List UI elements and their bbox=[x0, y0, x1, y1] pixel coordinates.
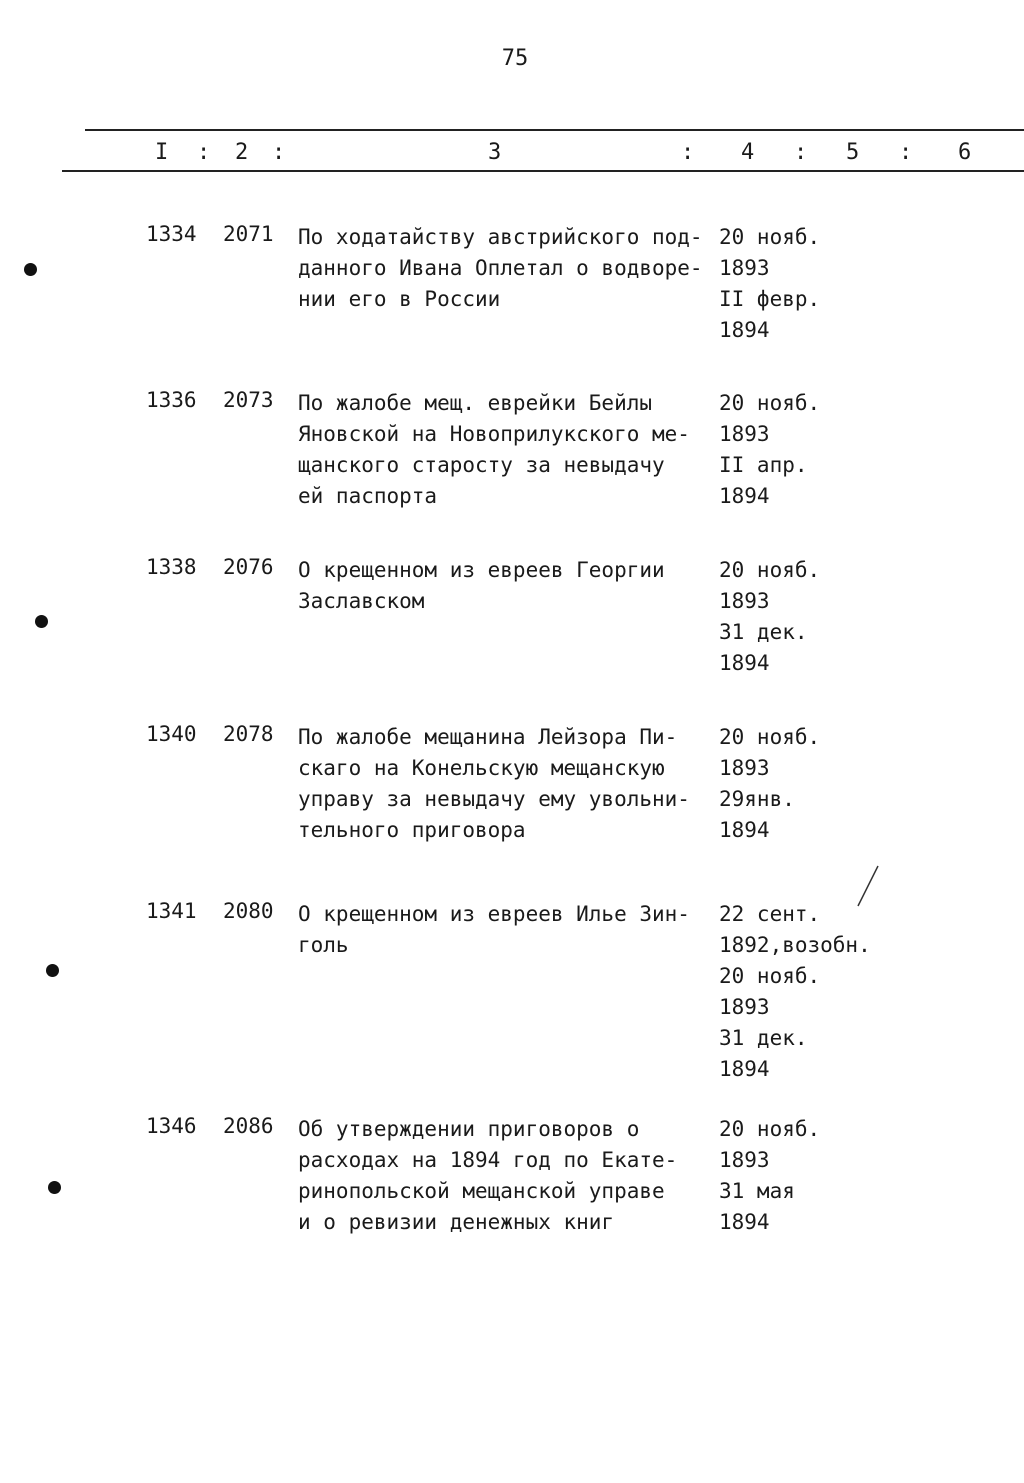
pen-mark bbox=[852, 862, 882, 912]
column-separator: : bbox=[794, 140, 808, 165]
column-header-3: 3 bbox=[488, 140, 502, 165]
description-line: О крещенном из евреев Илье Зин- bbox=[298, 902, 690, 926]
file-number: 2078 bbox=[223, 722, 274, 746]
date-line: II февр. bbox=[719, 287, 821, 311]
header-rule-top bbox=[85, 129, 1024, 131]
date-line: 1893 bbox=[719, 1148, 770, 1172]
date-line: 1894 bbox=[719, 484, 770, 508]
record-number: 1341 bbox=[146, 899, 197, 923]
description-line: управу за невыдачу ему увольни- bbox=[298, 787, 690, 811]
date-line: 20 нояб. bbox=[719, 964, 821, 988]
column-header-1: I bbox=[155, 140, 169, 165]
record-dates bbox=[719, 222, 820, 346]
description-line: данного Ивана Оплетал о водворе- bbox=[298, 256, 703, 280]
binding-hole bbox=[46, 964, 59, 977]
date-line: 31 дек. bbox=[719, 620, 808, 644]
description-line: голь bbox=[298, 933, 349, 957]
description-line: и о ревизии денежных книг bbox=[298, 1210, 615, 1234]
date-line: 1893 bbox=[719, 256, 770, 280]
description-line: Яновской на Новоприлукского ме- bbox=[298, 422, 690, 446]
date-line: 1892,возобн. bbox=[719, 933, 871, 957]
date-line: 1894 bbox=[719, 318, 770, 342]
header-rule-bottom bbox=[62, 170, 1024, 172]
column-separator: : bbox=[681, 140, 695, 165]
record-description bbox=[298, 899, 698, 961]
date-line: 20 нояб. bbox=[719, 391, 821, 415]
date-line: 22 сент. bbox=[719, 902, 821, 926]
binding-hole bbox=[24, 263, 37, 276]
date-line: 1894 bbox=[719, 1210, 770, 1234]
date-line: 29янв. bbox=[719, 787, 795, 811]
record-description bbox=[298, 722, 698, 846]
description-line: тельного приговора bbox=[298, 818, 526, 842]
description-line: По ходатайству австрийского под- bbox=[298, 225, 703, 249]
record-description bbox=[298, 555, 698, 617]
binding-hole bbox=[48, 1181, 61, 1194]
record-description bbox=[298, 1114, 698, 1238]
column-header-6: 6 bbox=[958, 140, 972, 165]
record-dates bbox=[719, 555, 820, 679]
file-number: 2076 bbox=[223, 555, 274, 579]
record-dates bbox=[719, 722, 820, 846]
binding-hole bbox=[35, 615, 48, 628]
date-line: 1894 bbox=[719, 1057, 770, 1081]
column-separator: : bbox=[197, 140, 211, 165]
file-number: 2086 bbox=[223, 1114, 274, 1138]
description-line: ей паспорта bbox=[298, 484, 438, 508]
record-number: 1336 bbox=[146, 388, 197, 412]
file-number: 2073 bbox=[223, 388, 274, 412]
page-number: 75 bbox=[501, 46, 529, 71]
file-number: 2071 bbox=[223, 222, 274, 246]
column-header-4: 4 bbox=[741, 140, 755, 165]
description-line: Об утверждении приговоров о bbox=[298, 1117, 640, 1141]
description-line: расходах на 1894 год по Екате- bbox=[298, 1148, 678, 1172]
column-header-5: 5 bbox=[846, 140, 860, 165]
description-line: щанского старосту за невыдачу bbox=[298, 453, 665, 477]
date-line: 31 мая bbox=[719, 1179, 795, 1203]
record-number: 1340 bbox=[146, 722, 197, 746]
record-dates bbox=[719, 899, 871, 1085]
record-number: 1346 bbox=[146, 1114, 197, 1138]
date-line: 1893 bbox=[719, 422, 770, 446]
description-line: нии его в России bbox=[298, 287, 501, 311]
file-number: 2080 bbox=[223, 899, 274, 923]
record-number: 1334 bbox=[146, 222, 197, 246]
record-dates bbox=[719, 1114, 820, 1238]
description-line: О крещенном из евреев Георгии bbox=[298, 558, 665, 582]
date-line: 20 нояб. bbox=[719, 1117, 821, 1141]
description-line: ринопольской мещанской управе bbox=[298, 1179, 665, 1203]
date-line: 31 дек. bbox=[719, 1026, 808, 1050]
date-line: 20 нояб. bbox=[719, 725, 821, 749]
record-number: 1338 bbox=[146, 555, 197, 579]
date-line: 20 нояб. bbox=[719, 225, 821, 249]
description-line: Заславском bbox=[298, 589, 425, 613]
description-line: По жалобе мещ. еврейки Бейлы bbox=[298, 391, 653, 415]
record-dates bbox=[719, 388, 820, 512]
date-line: II апр. bbox=[719, 453, 808, 477]
record-description bbox=[298, 222, 703, 315]
date-line: 1893 bbox=[719, 995, 770, 1019]
description-line: По жалобе мещанина Лейзора Пи- bbox=[298, 725, 678, 749]
date-line: 1894 bbox=[719, 818, 770, 842]
date-line: 1893 bbox=[719, 756, 770, 780]
column-header-2: 2 bbox=[235, 140, 249, 165]
record-description bbox=[298, 388, 698, 512]
description-line: скаго на Конельскую мещанскую bbox=[298, 756, 665, 780]
date-line: 1894 bbox=[719, 651, 770, 675]
date-line: 20 нояб. bbox=[719, 558, 821, 582]
date-line: 1893 bbox=[719, 589, 770, 613]
column-separator: : bbox=[272, 140, 286, 165]
column-separator: : bbox=[899, 140, 913, 165]
